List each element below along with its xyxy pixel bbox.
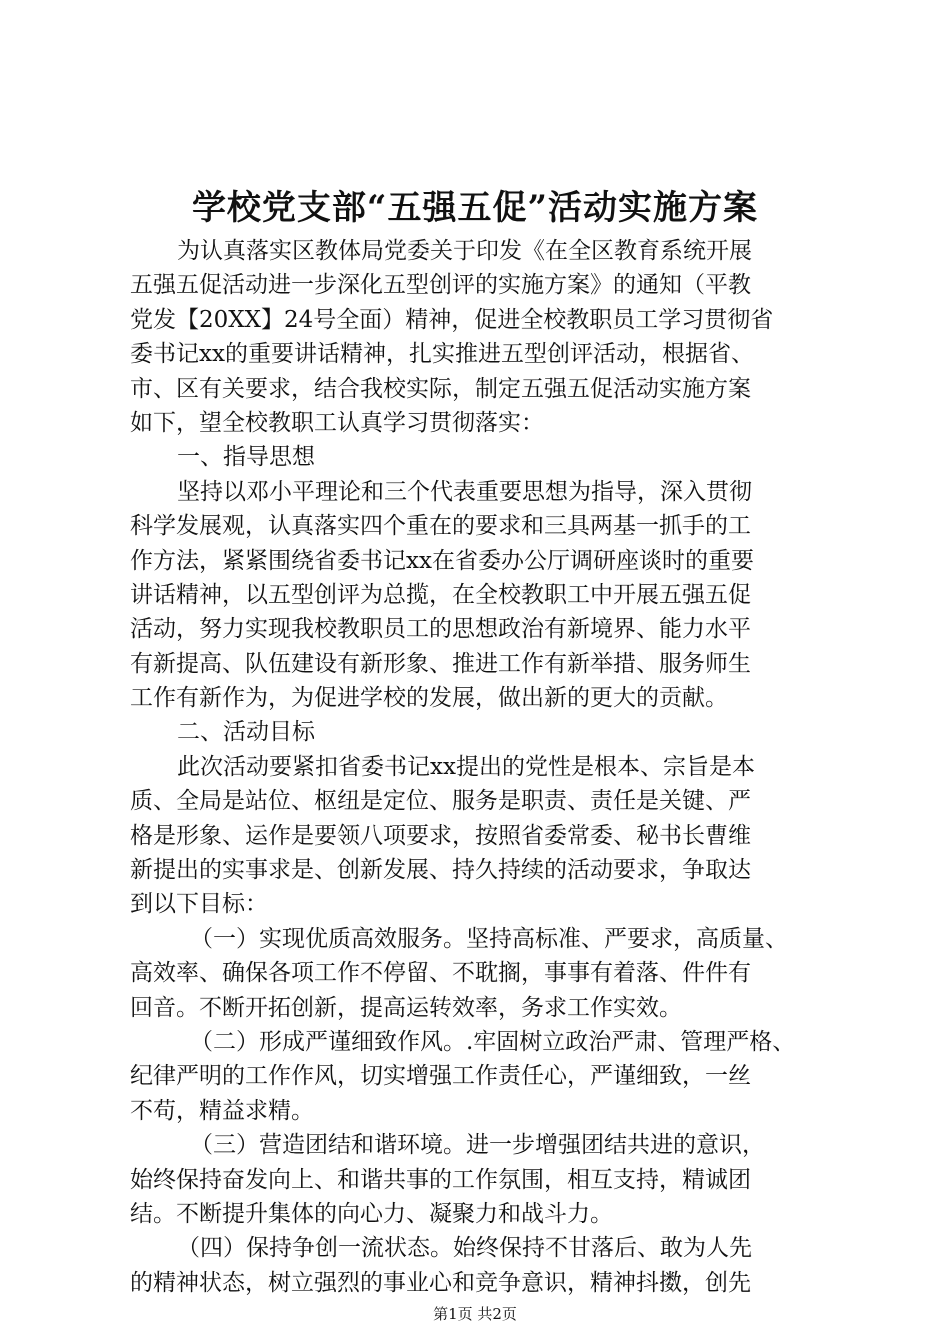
paragraph-line: 作方法，紧紧围绕省委书记xx在省委办公厅调研座谈时的重要 — [130, 547, 754, 574]
paragraph-line: 回音。不断开拓创新，提高运转效率，务求工作实效。 — [130, 994, 682, 1021]
document-title: 学校党支部“五强五促”活动实施方案 — [191, 188, 759, 228]
paragraph-line: 坚持以邓小平理论和三个代表重要思想为指导，深入贯彻 — [177, 478, 752, 505]
paragraph-line: 结。不断提升集体的向心力、凝聚力和战斗力。 — [130, 1200, 613, 1227]
paragraph-line: （三）营造团结和谐环境。进一步增强团结共进的意识， — [190, 1132, 765, 1159]
paragraph-line: （一）实现优质高效服务。坚持高标准、严要求，高质量、 — [190, 925, 788, 952]
paragraph-line: 高效率、确保各项工作不停留、不耽搁，事事有着落、件件有 — [130, 960, 751, 987]
document-body — [130, 234, 842, 1300]
paragraph-line: 五强五促活动进一步深化五型创评的实施方案》的通知（平教 — [130, 272, 751, 299]
paragraph-line: 科学发展观，认真落实四个重在的要求和三具两基一抓手的工 — [130, 513, 751, 540]
paragraph-line: 活动，努力实现我校教职员工的思想政治有新境界、能力水平 — [130, 616, 751, 643]
paragraph-line: 如下，望全校教职工认真学习贯彻落实： — [130, 409, 544, 436]
paragraph-line: 市、区有关要求，结合我校实际，制定五强五促活动实施方案 — [130, 375, 751, 402]
section-heading: 一、指导思想 — [177, 444, 315, 471]
paragraph-line: 始终保持奋发向上、和谐共事的工作氛围，相互支持，精诚团 — [130, 1166, 751, 1193]
paragraph-line: 的精神状态，树立强烈的事业心和竞争意识，精神抖擞，创先 — [130, 1269, 751, 1296]
paragraph-line: 委书记xx的重要讲话精神，扎实推进五型创评活动，根据省、 — [130, 341, 754, 368]
paragraph-line: （二）形成严谨细致作风。.牢固树立政治严肃、管理严格、 — [190, 1028, 796, 1055]
paragraph-line: 到以下目标： — [130, 891, 268, 918]
paragraph-line: 工作有新作为，为促进学校的发展，做出新的更大的贡献。 — [130, 685, 728, 712]
page-number-footer: 第1页 共2页 — [433, 1305, 517, 1323]
paragraph-line: 党发【20XX】24号全面）精神，促进全校教职员工学习贯彻省 — [130, 306, 774, 333]
paragraph-line: 此次活动要紧扣省委书记xx提出的党性是根本、宗旨是本 — [177, 753, 755, 780]
paragraph-line: 纪律严明的工作作风，切实增强工作责任心，严谨细致，一丝 — [130, 1063, 751, 1090]
paragraph-line: 讲话精神，以五型创评为总揽，在全校教职工中开展五强五促 — [130, 581, 751, 608]
paragraph-line: 不苟，精益求精。 — [130, 1097, 314, 1124]
paragraph-line: 质、全局是站位、枢纽是定位、服务是职责、责任是关键、严 — [130, 788, 751, 815]
paragraph-line: 新提出的实事求是、创新发展、持久持续的活动要求，争取达 — [130, 857, 751, 884]
paragraph-line: （四）保持争创一流状态。始终保持不甘落后、敢为人先 — [177, 1235, 752, 1262]
section-heading: 二、活动目标 — [177, 719, 315, 746]
paragraph-line: 格是形象、运作是要领八项要求，按照省委常委、秘书长曹维 — [130, 822, 751, 849]
paragraph-line: 为认真落实区教体局党委关于印发《在全区教育系统开展 — [177, 238, 752, 264]
paragraph-line: 有新提高、队伍建设有新形象、推进工作有新举措、服务师生 — [130, 650, 751, 677]
